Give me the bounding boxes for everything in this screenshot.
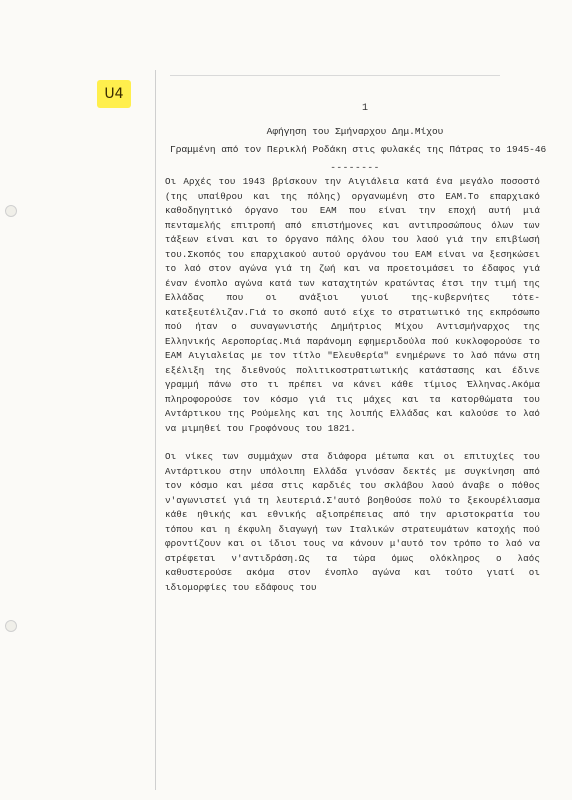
page-number: 1 <box>361 103 368 114</box>
header-divider: -------- <box>330 162 380 173</box>
punch-hole <box>5 620 17 632</box>
punch-hole <box>5 205 17 217</box>
document-header <box>170 123 547 177</box>
top-line <box>170 75 500 76</box>
header-title: Αφήγηση του Σμήναρχου Δημ.Μίχου <box>266 126 444 137</box>
archive-tag: U4 <box>97 80 131 108</box>
paragraph-2: Οι νίκες των συμμάχων στα διάφορα μέτωπα και οι επιτυχίες του Αντάρτικου στην υπόλοιπη Ελλάδα γινόσαν δεκτές με συγκίνηση από τον κόσμο και μέσα στις καρδιές του σκλάβου λαού άναβε ο πόθος ν'αγωνιστεί γιά τη λευτεριά.Σ'αυτό βοηθούσε πολύ το ξεκουρέλιασμα κάθε ηθικής και εθνικής αξιοπρέπειας από την αριστοκρατία του τόπου και η έκφυλη διαγωγή των Ιταλικών στρατευμάτων κατοχής πού φροντίζουν και οι ίδιοι τους να κάνουν μ'αυτό τον τρόπο το λαό να στρέφεται ν'αντιδράση.Ως τα τώρα όμως ολόκληρος ο λαός καθυστερούσε ακόμα στον ένοπλο αγώνα και τούτο γιατί οι ιδιομορφίες του εδάφους του <box>165 451 540 593</box>
margin-line <box>155 70 156 790</box>
header-subtitle: Γραμμένη από τον Περικλή Ροδάκη στις φυλακές της Πάτρας το 1945-46 <box>170 144 547 155</box>
paragraph-1: Οι Αρχές του 1943 βρίσκουν την Αιγιάλεια κατά ένα μεγάλο ποσοστό (της υπαίθρου και της πόλης) οργανωμένη στο ΕΑΜ.Το επαρχιακό καθοδηγητικό όργανο του ΕΑΜ που είναι την εποχή αυτή μιά πενταμελής επιτροπή από επιστήμονες και αντιπροσώπους όλων των τάξεων είναι και το όργανο πάλης όλου του λαού γιά την επιβίωσή του.Σκοπός του επαρχιακού αυτού οργάνου του ΕΑΜ είναι να ξεσηκώσει το λαό στον αγώνα γιά τη ζωή και να προετοιμάσει το έδαφος γιά έναν ένοπλο αγώνα κατά των καταχτητών κρατώντας έτσι την τιμή της Ελλάδας που οι ανάξιοι γυιοί της-κυβερνήτες τότε-κατεξευτέλιζαν.Γιά το σκοπό αυτό είχε το στρατιωτικό της εκπρόσωπο πού ήταν ο συναγωνιστής Δημήτριος Μίχου Αντισμήναρχος της Ελληνικής Αεροπορίας.Μιά παράνομη εφημεριδούλα πού κυκλοφορούσε το ΕΑΜ Αιγιαλείας με τον τίτλο "Ελευθερία" ενημέρωνε το λαό πάνω στη εξέλιξη της διεθνούς πολιτικοστρατιωτικής κατάστασης και έδινε γραμμή πάνω στο τι πρέπει να κάνει κάθε τίμιος Έλληνας.Ακόμα πληροφορούσε τον κόσμο γιά τις μάχες και τα κατορθώματα του Αντάρτικου της Ρούμελης και της λοιπής Ελλάδας και καλούσε το λαό να μιμηθεί του Γροφόνους του 1821. <box>165 176 540 434</box>
document-body <box>165 175 540 609</box>
